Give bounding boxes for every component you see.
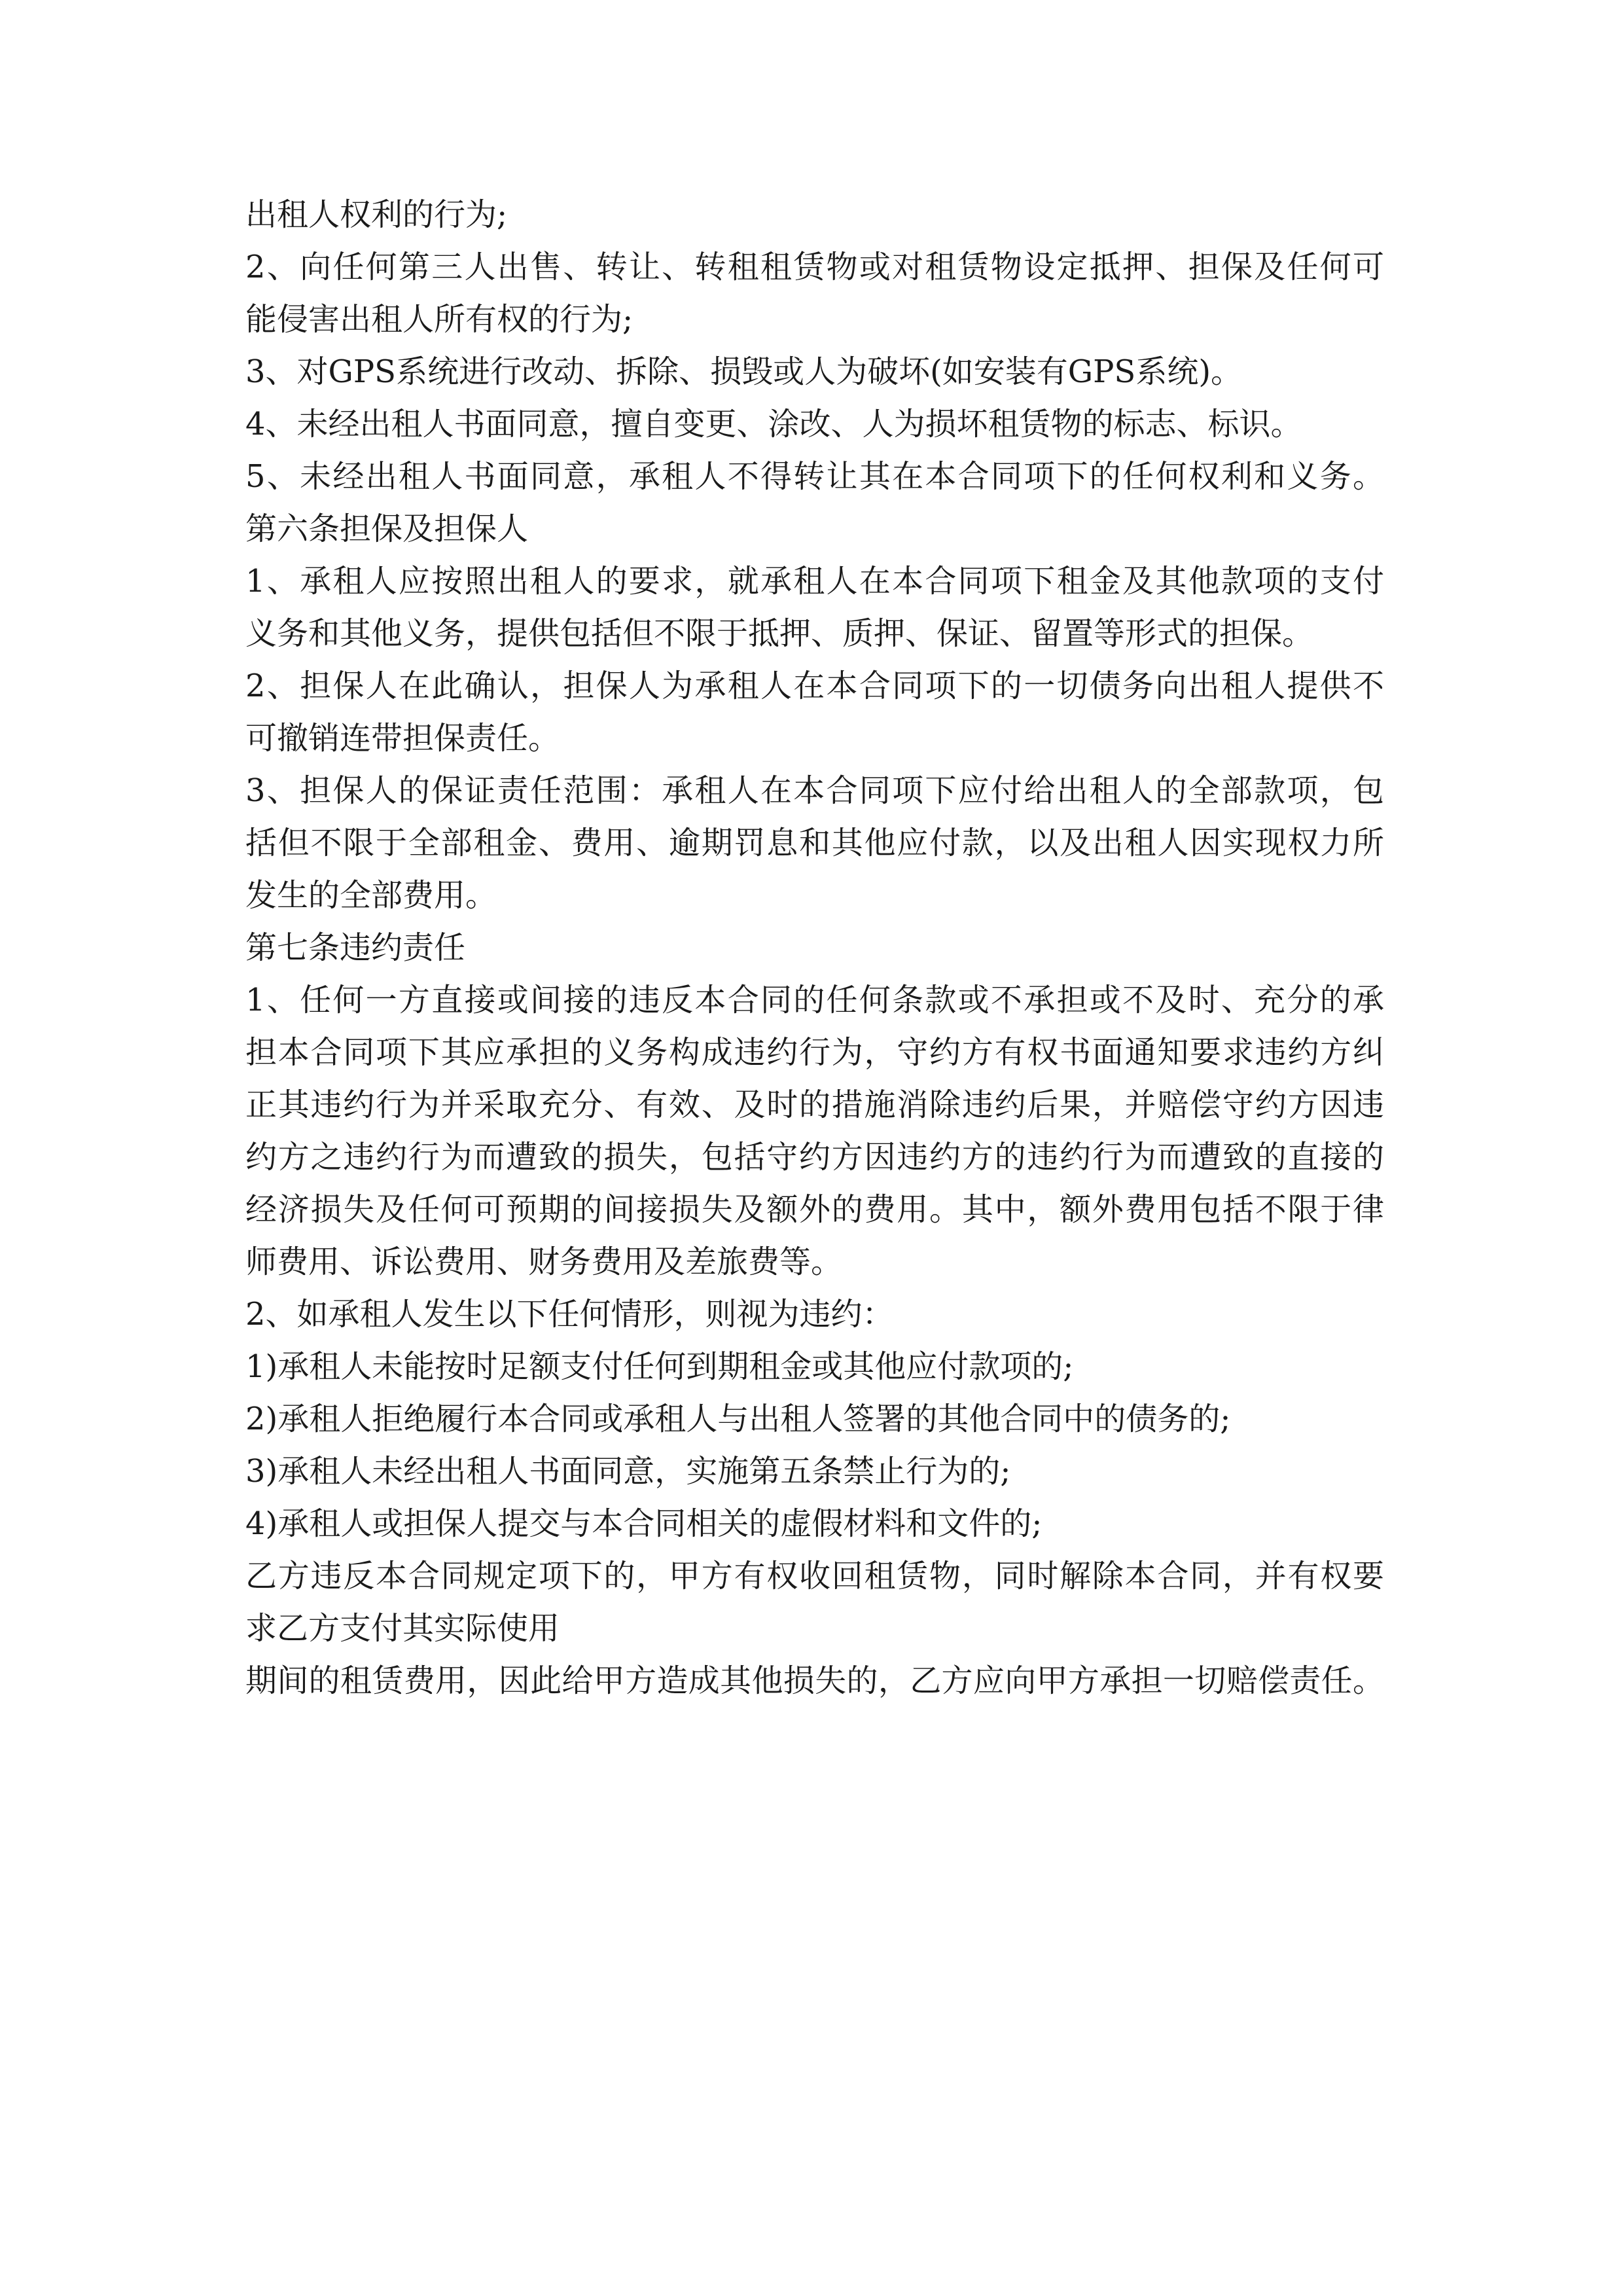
list-item: 3)承租人未经出租人书面同意，实施第五条禁止行为的; [245, 1453, 1011, 1490]
text-line: 求乙方支付其实际使用 [245, 1610, 560, 1647]
text-line: 正其违约行为并采取充分、有效、及时的措施消除违约后果，并赔偿守约方因违 [245, 1086, 1384, 1123]
text-line: 3、担保人的保证责任范围：承租人在本合同项下应付给出租人的全部款项，包 [245, 772, 1384, 809]
text-line: 能侵害出租人所有权的行为; [245, 301, 633, 338]
text-line: 2、担保人在此确认，担保人为承租人在本合同项下的一切债务向出租人提供不 [245, 668, 1384, 704]
text-line: 约方之违约行为而遭致的损失，包括守约方因违约方的违约行为而遭致的直接的 [245, 1139, 1384, 1175]
list-item: 2)承租人拒绝履行本合同或承租人与出租人签署的其他合同中的债务的; [245, 1401, 1231, 1437]
text-line: 师费用、诉讼费用、财务费用及差旅费等。 [245, 1244, 843, 1280]
text-line: 乙方违反本合同规定项下的，甲方有权收回租赁物，同时解除本合同，并有权要 [245, 1558, 1384, 1594]
list-item: 1)承租人未能按时足额支付任何到期租金或其他应付款项的; [245, 1348, 1074, 1385]
text-line: 期间的租赁费用，因此给甲方造成其他损失的，乙方应向甲方承担一切赔偿责任。 [245, 1662, 1384, 1699]
text-line: 5、未经出租人书面同意，承租人不得转让其在本合同项下的任何权利和义务。 [245, 458, 1384, 495]
contract-body [245, 188, 1384, 1707]
text-line: 经济损失及任何可预期的间接损失及额外的费用。其中，额外费用包括不限于律 [245, 1191, 1384, 1228]
text-line: 括但不限于全部租金、费用、逾期罚息和其他应付款，以及出租人因实现权力所 [245, 825, 1384, 861]
text-line: 发生的全部费用。 [245, 877, 497, 914]
section-heading-6: 第六条担保及担保人 [245, 511, 529, 547]
text-line: 2、向任何第三人出售、转让、转租租赁物或对租赁物设定抵押、担保及任何可 [245, 249, 1384, 285]
text-line: 义务和其他义务，提供包括但不限于抵押、质押、保证、留置等形式的担保。 [245, 615, 1314, 652]
text-line: 出租人权利的行为; [245, 196, 508, 233]
section-heading-7: 第七条违约责任 [245, 929, 466, 966]
text-line: 1、承租人应按照出租人的要求，就承租人在本合同项下租金及其他款项的支付 [245, 563, 1384, 600]
text-line: 担本合同项下其应承担的义务构成违约行为，守约方有权书面通知要求违约方纠 [245, 1034, 1384, 1071]
text-line: 4、未经出租人书面同意，擅自变更、涂改、人为损坏租赁物的标志、标识。 [245, 406, 1302, 442]
list-item: 4)承租人或担保人提交与本合同相关的虚假材料和文件的; [245, 1505, 1043, 1542]
text-line: 可撤销连带担保责任。 [245, 720, 560, 757]
text-line: 3、对GPS系统进行改动、拆除、损毁或人为破坏(如安装有GPS系统)。 [245, 353, 1243, 390]
text-line: 2、如承租人发生以下任何情形，则视为违约： [245, 1296, 894, 1333]
text-line: 1、任何一方直接或间接的违反本合同的任何条款或不承担或不及时、充分的承 [245, 982, 1384, 1018]
